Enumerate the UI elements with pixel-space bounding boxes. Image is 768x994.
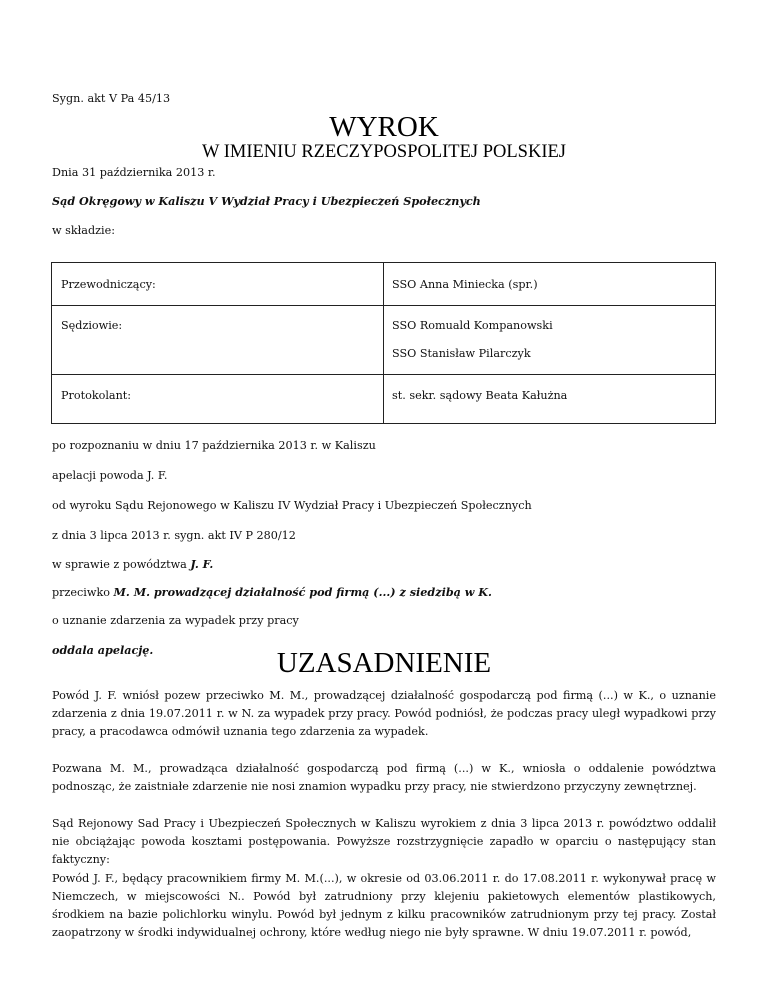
defendant-prefix: przeciwko: [52, 586, 114, 599]
table-row-divider: [52, 374, 715, 375]
justification-paragraph-3: Sąd Rejonowy Sad Pracy i Ubezpieczeń Społecznych w Kaliszu wyrokiem z dnia 3 lipca 2013 r. powództwo oddalił nie obciążając powoda kosztami postępowania. Powyższe rozstrzygnięcie zapadło w oparciu o następujący stan faktyczny:: [52, 817, 716, 866]
ruling-line-defendant: [52, 585, 492, 599]
justification-paragraph-4: Powód J. F., będący pracownikiem firmy M. M.(...), w okresie od 03.06.2011 r. do 17.08.2011 r. wykonywał pracę w Niemczech, w miejscowości N.. Powód był zatrudniony przy klejeniu pakietowych elementów plastikowych, środkiem na bazie polichlorku winylu. Powód był jednym z kilku pracowników zatrudnionym przy tej pracy. Został zaopatrzony w środki indywidualnej ochrony, które według niego nie były sprawne. W dniu 19.07.2011 r. powód,: [52, 872, 716, 939]
justification-paragraph-2: Pozwana M. M., prowadząca działalność gospodarczą pod firmą (...) w K., wniosła o oddalenie powództwa podnosząc, że zaistniałe zdarzenie nie nosi znamion wypadku przy pracy, nie stwierdzono przyczyny zewnętrznej.: [52, 762, 716, 793]
table-row-divider: [52, 305, 715, 306]
judgment-date: Dnia 31 października 2013 r.: [52, 166, 216, 179]
clerk-value: st. sekr. sądowy Beata Kałużna: [392, 389, 568, 402]
ruling-line-subject: o uznanie zdarzenia za wypadek przy pracy: [52, 614, 299, 627]
judge-1: SSO Romuald Kompanowski: [392, 319, 553, 332]
justification-paragraph-1: Powód J. F. wniósł pozew przeciwko M. M., prowadzącej działalność gospodarczą pod firmą (...) w K., o uznanie zdarzenia z dnia 19.07.2011 r. w N. za wypadek przy pracy. Powód podniósł, że podczas pracy uległ wypadkowi przy pracy, a pracodawca odmówił uznania tego zdarzenia za wypadek.: [52, 689, 716, 738]
ruling-line-case-ref: z dnia 3 lipca 2013 r. sygn. akt IV P 280/12: [52, 529, 296, 542]
plaintiff-name: J. F.: [190, 557, 214, 571]
case-number: Sygn. akt V Pa 45/13: [52, 92, 171, 105]
defendant-name: M. M. prowadzącej działalność pod firmą (...) z siedzibą w K.: [113, 585, 492, 599]
judges-label: Sędziowie:: [61, 319, 123, 332]
chair-value: SSO Anna Miniecka (spr.): [392, 278, 538, 291]
ruling-line-lower-court: od wyroku Sądu Rejonowego w Kaliszu IV Wydział Pracy i Ubezpieczeń Społecznych: [52, 499, 532, 512]
ruling-line-appeal: apelacji powoda J. F.: [52, 469, 168, 482]
judgment-subtitle: W IMIENIU RZECZYPOSPOLITEJ POLSKIEJ: [201, 142, 566, 162]
judge-2: SSO Stanisław Pilarczyk: [392, 347, 531, 360]
composition-label: w składzie:: [52, 224, 115, 237]
plaintiff-prefix: w sprawie z powództwa: [52, 558, 191, 571]
ruling-line-plaintiff: [52, 557, 213, 571]
judgment-title: WYROK: [329, 111, 439, 143]
justification-heading: UZASADNIENIE: [276, 647, 492, 679]
bench-table: [51, 262, 716, 424]
ruling-line-hearing: po rozpoznaniu w dniu 17 października 2013 r. w Kaliszu: [52, 439, 376, 452]
chair-label: Przewodniczący:: [61, 278, 156, 291]
table-column-divider: [383, 263, 384, 423]
clerk-label: Protokolant:: [61, 389, 132, 402]
ruling-decision: oddala apelację.: [52, 643, 154, 657]
court-name: Sąd Okręgowy w Kaliszu V Wydział Pracy i Ubezpieczeń Społecznych: [52, 194, 481, 208]
